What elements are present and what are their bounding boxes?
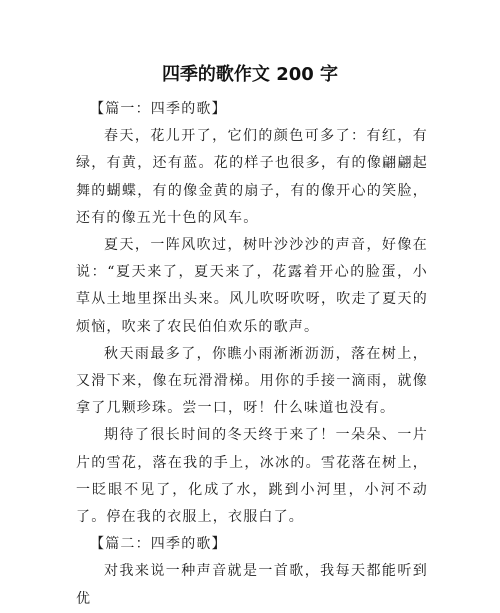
paragraph-autumn: 秋天雨最多了，你瞧小雨淅淅沥沥，落在树上，又滑下来，像在玩滑滑梯。用你的手接一滴雨，就像拿了几颗珍珠。尝一口，呀！什么味道也没有。 [76,345,428,417]
paragraph-spring: 春天，花儿开了，它们的颜色可多了：有红，有绿，有黄，还有蓝。花的样子也很多，有的像翩翩起舞的蝴蝶，有的像金黄的扇子，有的像开心的笑脸，还有的像五光十色的风车。 [76,128,428,226]
document-title: 四季的歌作文 200 字 [161,64,339,85]
paragraph-summer: 夏天，一阵风吹过，树叶沙沙沙的声音，好像在说：“夏天来了，夏天来了，花露着开心的脸蛋，小草从土地里探出头来。风儿吹呀吹呀，吹走了夏天的烦恼，吹来了农民伯伯欢乐的歌声。 [76,237,428,335]
section-heading-1: 【篇一：四季的歌】 [90,101,227,117]
paragraph-essay-two: 对我来说一种声音就是一首歌，我每天都能听到优 [76,563,428,607]
section-heading-2: 【篇二：四季的歌】 [90,536,227,553]
paragraph-winter: 期待了很长时间的冬天终于来了！一朵朵、一片片的雪花，落在我的手上，冰冰的。雪花落在树上，一眨眼不见了，化成了水，跳到小河里，小河不动了。停在我的衣服上，衣服白了。 [76,427,428,526]
document-body [76,96,428,613]
